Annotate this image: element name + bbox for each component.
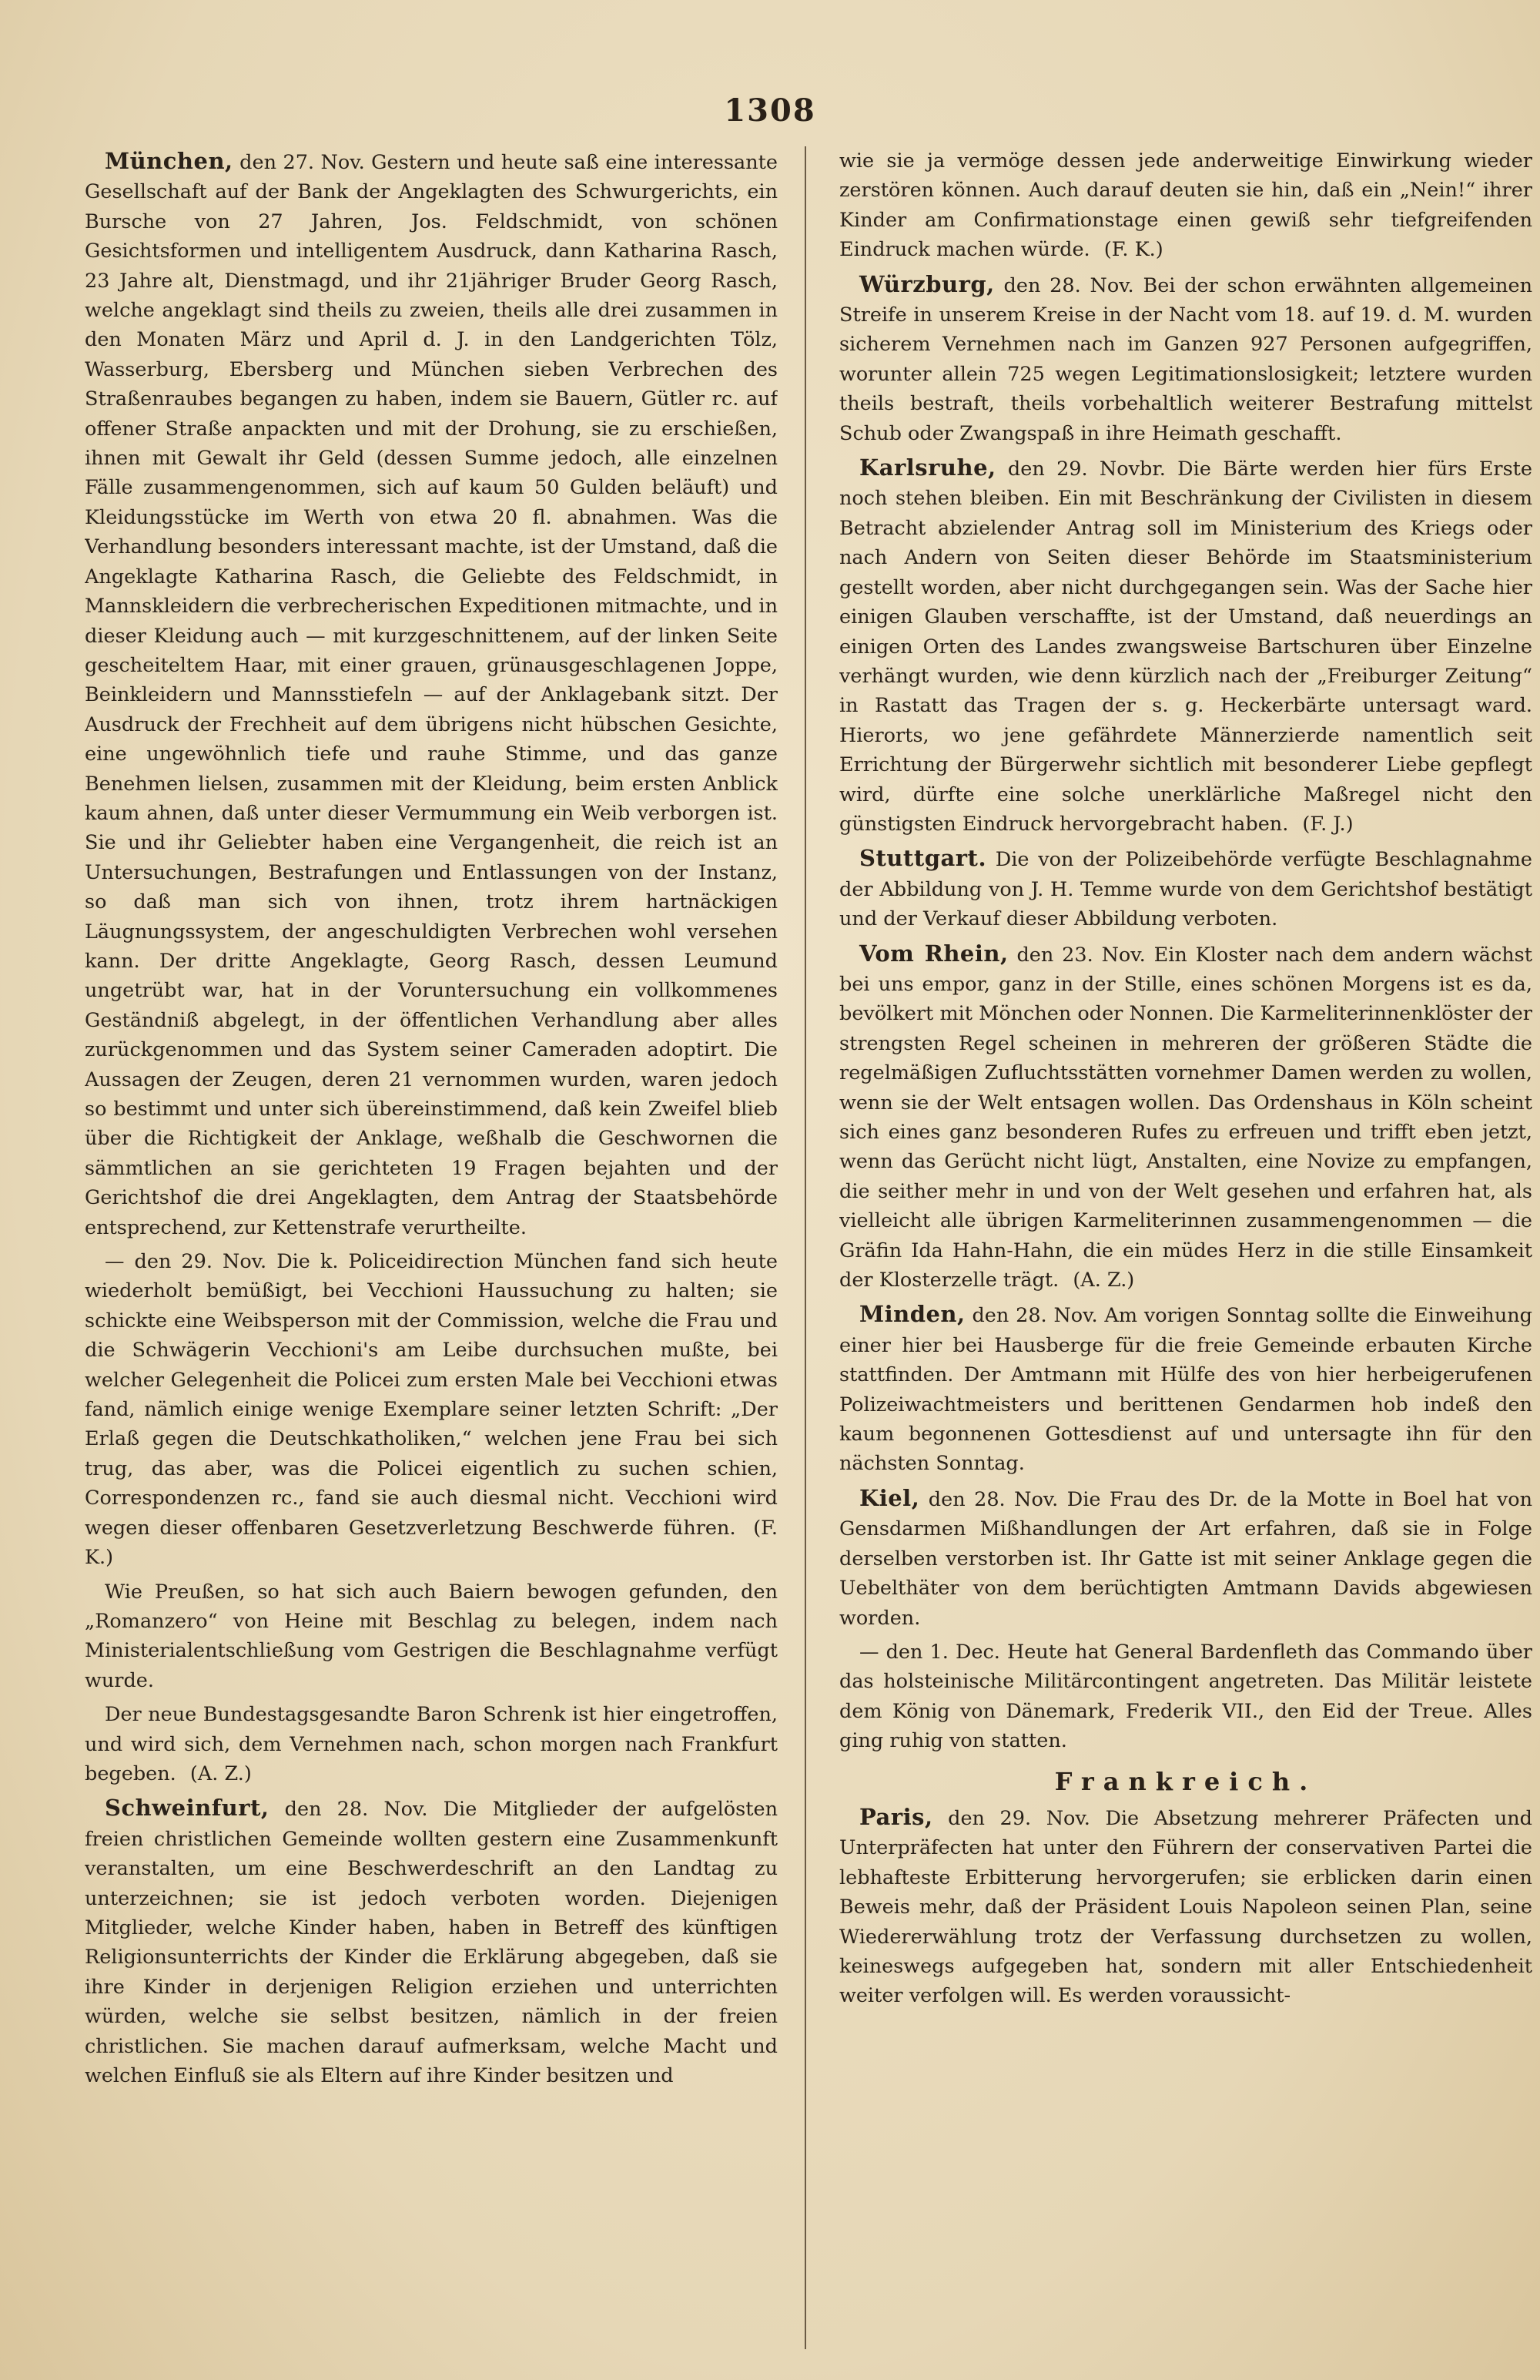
dateline: Kiel, xyxy=(859,1484,920,1511)
article-paris xyxy=(839,1802,1532,2011)
page-number: 1308 xyxy=(724,92,816,129)
article-text: Der neue Bundestagsgesandte Baron Schrenk ist hier eingetroffen, und wird sich, dem Vernehmen nach, schon morgen nach Frankfurt begeben. xyxy=(85,1703,778,1785)
article-signature: (A. Z.) xyxy=(189,1762,252,1785)
article-text: Wie Preußen, so hat sich auch Baiern bewogen gefunden, den „Romanzero“ von Heine mit Beschlag zu belegen, indem nach Ministerialentschließung vom Gestrigen die Beschlagnahme verfügt wurde. xyxy=(85,1580,778,1692)
column-rule xyxy=(805,146,806,2349)
article-signature: (F. K.) xyxy=(1103,238,1163,262)
dateline: Würzburg, xyxy=(859,270,995,297)
article-text: — den 1. Dec. Heute hat General Bardenfleth das Commando über das holsteinische Militärcontingent angetreten. Das Militär leistete dem König von Dänemark, Frederik VII., den Eid der Treue. Alles ging ruhig von statten. xyxy=(839,1640,1532,1753)
article-text: den 28. Nov. Am vorigen Sonntag sollte die Einweihung einer hier bei Hausberge für die freie Gemeinde erbauten Kirche stattfinden. Der Amtmann mit Hülfe des von hier herbeigerufenen Polizeiwachtmeisters und berittenen Gendarmen hob indeß den kaum begonnenen Gottesdienst auf und untersagte ihn für den nächsten Sonntag. xyxy=(839,1304,1532,1476)
article-kiel xyxy=(839,1483,1532,1633)
article-text: wie sie ja vermöge dessen jede anderweitige Einwirkung wieder zerstören können. Auch darauf deuten sie hin, daß ein „Nein!“ ihrer Kinder am Confirmationstage einen gewiß sehr tiefgreifenden Eindruck machen würde. xyxy=(839,149,1532,262)
article-romanzero xyxy=(85,1577,778,1696)
dateline: Karlsruhe, xyxy=(859,454,996,481)
article-muenchen xyxy=(85,146,778,1242)
article-text: den 28. Nov. Die Mitglieder der aufgelösten freien christlichen Gemeinde wollten gestern eine Zusammenkunft veranstalten, um eine Beschwerdeschrift an den Landtag zu unterzeichnen; sie ist jedoch verboten worden. Diejenigen Mitglieder, welche Kinder haben, haben in Betreff des künftigen Religionsunterrichts der Kinder die Erklärung abgegeben, daß sie ihre Kinder in derjenigen Religion erziehen und unterrichten würden, welche sie selbst besitzen, nämlich in der freien christlichen. Sie machen darauf aufmerksam, welche Macht und welchen Einfluß sie als Eltern auf ihre Kinder besitzen und xyxy=(85,1798,778,2087)
article-text: den 28. Nov. Bei der schon erwähnten allgemeinen Streife in unserem Kreise in der Nacht vom 18. auf 19. d. M. wurden sicherem Vernehmen nach im Ganzen 927 Personen aufgegriffen, worunter allein 725 wegen Legitimationslosigkeit; letztere wurden theils bestraft, theils vorbehaltlich weiterer Bestrafung mittelst Schub oder Zwangspaß in ihre Heimath geschafft. xyxy=(839,273,1532,445)
article-karlsruhe xyxy=(839,453,1532,839)
dateline: Schweinfurt, xyxy=(105,1795,270,1822)
article-schweinfurt-cont xyxy=(839,146,1532,265)
article-bundestag xyxy=(85,1700,778,1788)
article-text: den 28. Nov. Die Frau des Dr. de la Motte in Boel hat von Gensdarmen Mißhandlungen der Art erfahren, daß sie in Folge derselben verstorben ist. Ihr Gatte ist mit seiner Anklage gegen die Uebelthäter von dem berüchtigten Amtmann Davids abgewiesen worden. xyxy=(839,1487,1532,1630)
article-signature: (A. Z.) xyxy=(1073,1269,1135,1292)
article-text: — den 29. Nov. Die k. Policeidirection München fand sich heute wiederholt bemüßigt, bei Vecchioni Haussuchung zu halten; sie schickte eine Weibsperson mit der Commission, welche die Frau und die Schwägerin Vecchioni's am Leibe durchsuchen mußte, bei welcher Gelegenheit die Policei zum ersten Male bei Vecchioni etwas fand, nämlich einige wenige Exemplare seiner letzten Schrift: „Der Erlaß gegen die Deutschkatholiken,“ welchen jene Frau bei sich trug, das aber, was die Policei eigentlich zu suchen schien, Correspondenzen rc., fand sie auch diesmal nicht. Vecchioni wird wegen dieser offenbaren Gesetzverletzung Beschwerde führen. xyxy=(85,1250,778,1540)
dateline: Paris, xyxy=(859,1803,933,1830)
article-text: den 27. Nov. Gestern und heute saß eine interessante Gesellschaft auf der Bank der Angeklagten des Schwurgerichts, ein Bursche von 27 Jahren, Jos. Feldschmidt, von schönen Gesichtsformen und intelligentem Ausdruck, dann Katharina Rasch, 23 Jahre alt, Dienstmagd, und ihr 21jähriger Bruder Georg Rasch, welche angeklagt sind theils zu zweien, theils alle drei zusammen in den Monaten März und April d. J. in den Landgerichten Tölz, Wasserburg, Ebersberg und München sieben Verbrechen des Straßenraubes begangen zu haben, indem sie Bauern, Gütler rc. auf offener Straße anpackten und mit der Drohung, sie zu erschießen, ihnen mit Gewalt ihr Geld (dessen Summe jedoch, alle einzelnen Fälle zusammengenommen, sich auf kaum 50 Gulden beläuft) und Kleidungsstücke im Werth von etwa 20 fl. abnahmen. Was die Verhandlung besonders interessant machte, ist der Umstand, daß die Angeklagte Katharina Rasch, die Geliebte des Feldschmidt, in Mannskleidern die verbrecherischen Expeditionen mitmachte, und in dieser Kleidung auch — mit kurzgeschnittenem, auf der linken Seite gescheiteltem Haar, mit einer grauen, grünausgeschlagenen Joppe, Beinkleidern und Mannsstiefeln — auf der Anklagebank sitzt. Der Ausdruck der Frechheit auf dem übrigens nicht hübschen Gesichte, eine ungewöhnlich tiefe und rauhe Stimme, und das ganze Benehmen lielsen, zusammen mit der Kleidung, beim ersten Anblick kaum ahnen, daß unter dieser Vermummung ein Weib verborgen ist. Sie und ihr Geliebter haben eine Vergangenheit, die reich ist an Untersuchungen, Bestrafungen und Entlassungen von der Instanz, so daß man sich von ihnen, trotz ihrem hartnäckigen Läugnungssystem, der angeschuldigten Verbrechen wohl versehen kann. Der dritte Angeklagte, Georg Rasch, dessen Leumund ungetrübt war, hat in der Voruntersuchung ein vollkommenes Geständniß abgelegt, in der öffentlichen Verhandlung aber alles zurückgenommen und das System seiner Cameraden adoptirt. Die Aussagen der Zeugen, deren 21 vernommen wurden, waren jedoch so bestimmt und unter sich übereinstimmend, daß kein Zweifel blieb über die Richtigkeit der Anklage, weßhalb die Geschwornen die sämmtlichen an sie gerichteten 19 Fragen bejahten und der Gerichtshof die drei Angeklagten, dem Antrag der Staatsbehörde entsprechend, zur Kettenstrafe verurtheilte. xyxy=(85,151,778,1239)
dateline: Vom Rhein, xyxy=(859,940,1009,967)
dateline: München, xyxy=(105,148,233,174)
section-heading-frankreich: Frankreich. xyxy=(1054,1766,1317,1796)
article-wuerzburg xyxy=(839,270,1532,448)
article-text: Die von der Polizeibehörde verfügte Beschlagnahme der Abbildung von J. H. Temme wurde von dem Gerichtshof bestätigt und der Verkauf dieser Abbildung verboten. xyxy=(839,848,1532,931)
article-text: den 23. Nov. Ein Kloster nach dem andern wächst bei uns empor, ganz in der Stille, eines schönen Morgens ist es da, bevölkert mit Mönchen oder Nonnen. Die Karmeliterinnenklöster der strengsten Regel scheinen in mehreren der größeren Städte die regelmäßigen Zufluchtsstätten vornehmer Damen werden zu wollen, wenn sie der Welt entsagen wollen. Das Ordenshaus in Köln scheint sich eines ganz besonderen Rufes zu erfreuen und trifft eben jetzt, wenn das Gerücht nicht lügt, Anstalten, eine Novize zu empfangen, die seither mehr in und von der Welt gesehen und erfahren hat, als vielleicht alle übrigen Karmeliterinnen zusammengenommen — die Gräfin Ida Hahn-Hahn, die ein müdes Herz in die stille Einsamkeit der Klosterzelle trägt. xyxy=(839,943,1532,1292)
article-schweinfurt xyxy=(85,1793,778,2090)
dateline: Minden, xyxy=(859,1301,966,1328)
article-signature: (F. J.) xyxy=(1302,812,1354,836)
right-column xyxy=(839,146,1532,2349)
article-signature: (F. K.) xyxy=(85,1516,778,1570)
article-vom-rhein xyxy=(839,939,1532,1296)
left-column xyxy=(85,146,778,2349)
article-minden xyxy=(839,1299,1532,1478)
article-stuttgart xyxy=(839,843,1532,934)
article-text: den 29. Nov. Die Absetzung mehrerer Präfecten und Unterpräfecten hat unter den Führern der conservativen Partei die lebhafteste Erbitterung hervorgerufen; sie erblicken darin einen Beweis mehr, daß der Präsident Louis Napoleon seinen Plan, seine Wiedererwählung trotz der Verfassung durchsetzen zu wollen, keineswegs aufgegeben hat, sondern mit aller Entschiedenheit weiter verfolgen will. Es werden voraussicht- xyxy=(839,1806,1532,2008)
dateline: Stuttgart. xyxy=(859,845,987,872)
article-text: den 29. Novbr. Die Bärte werden hier fürs Erste noch stehen bleiben. Ein mit Beschränkung der Civilisten in diesem Betracht abzielender Antrag soll im Ministerium des Kriegs oder nach Andern von Seiten dieser Behörde im Staatsministerium gestellt worden, aber nicht durchgegangen sein. Was der Sache hier einigen Glauben verschaffte, ist der Umstand, daß neuerdings an einigen Orten des Landes zwangsweise Bartschuren über Einzelne verhängt wurden, wie denn kürzlich nach der „Freiburger Zeitung“ in Rastatt das Tragen der s. g. Heckerbärte untersagt ward. Hierorts, wo jene gefährdete Männerzierde namentlich seit Errichtung der Bürgerwehr sichtlich mit besonderer Liebe gepflegt wird, dürfte eine solche unerklärliche Maßregel nicht den günstigsten Eindruck hervorgebracht haben. xyxy=(839,458,1532,836)
article-muenchen-2 xyxy=(85,1247,778,1572)
article-kiel-2 xyxy=(839,1638,1532,1756)
